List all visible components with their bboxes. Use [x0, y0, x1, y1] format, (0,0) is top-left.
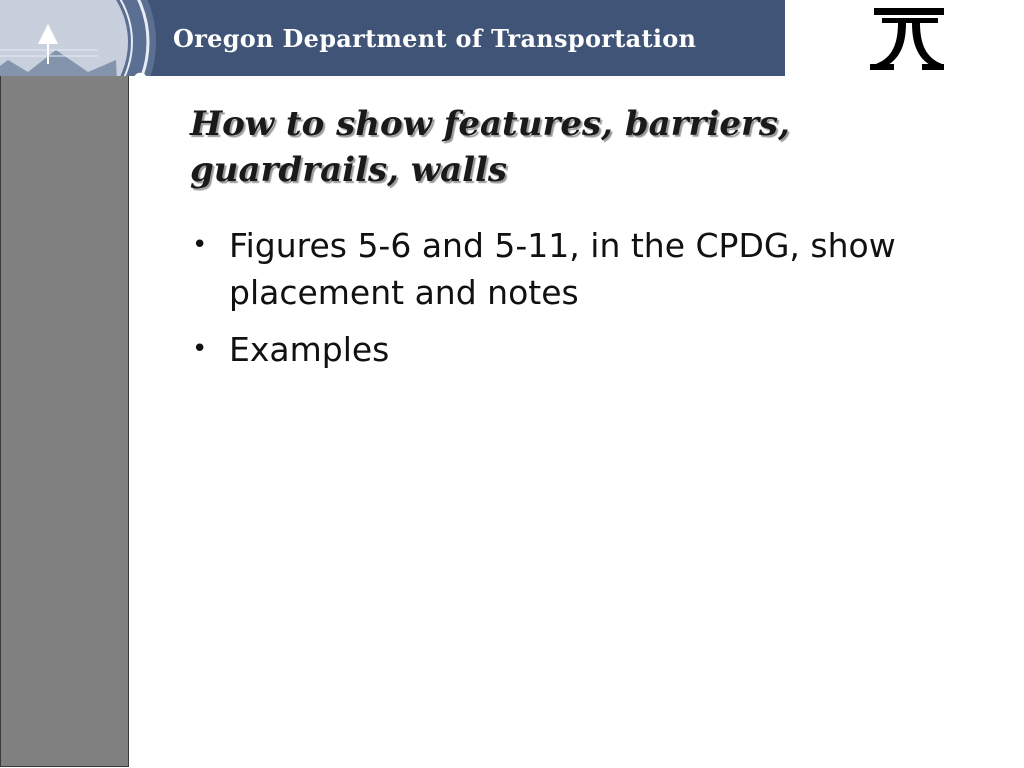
slide-title: How to show features, barriers, guardrails, walls [190, 104, 790, 190]
bullet-item [190, 222, 980, 316]
svg-text:GON: GON [129, 72, 150, 120]
sidebar-bar [0, 76, 129, 767]
odot-t-logo-icon [868, 4, 946, 72]
bullet-dot-icon: • [192, 230, 208, 260]
agency-name: Oregon Department of Transportation [173, 24, 697, 53]
bullet-list [190, 222, 980, 383]
bullet-item [190, 326, 980, 373]
header-banner [0, 0, 785, 120]
bullet-text: Examples [229, 330, 390, 369]
bullet-text: Figures 5-6 and 5-11, in the CPDG, show placement and notes [229, 226, 896, 312]
bullet-dot-icon: • [192, 334, 208, 364]
state-seal-icon [0, 0, 158, 120]
